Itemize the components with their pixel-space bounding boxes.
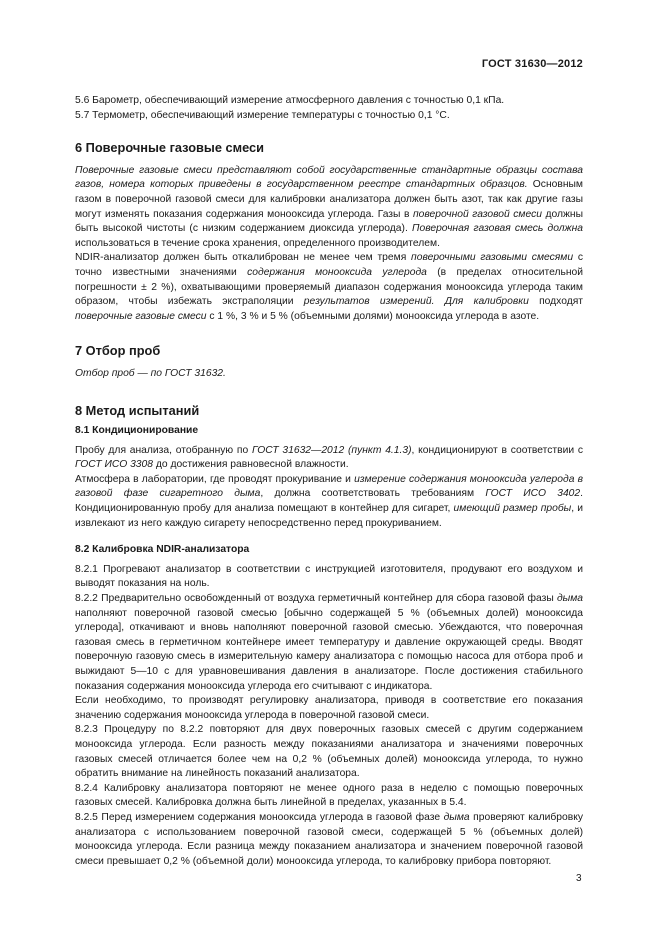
s7-text: Отбор проб — по ГОСТ 31632.: [75, 367, 226, 379]
section-6-paragraph-2: [75, 251, 583, 324]
p822-b: дыма: [556, 593, 583, 605]
s6-p1-part2: Основным газом в поверочной газовой смеси для калибровки анализатора должен быть азот, так как другие газы могут изменять показания содержания монооксида углерода. Газы в: [75, 179, 583, 220]
s81-p2-c: , должна соответствовать требованиям: [260, 488, 486, 500]
s6-p2-part7: подходят: [528, 296, 584, 308]
section-8-title: 8 Метод испытаний: [75, 402, 200, 418]
s8-1-paragraph-2: [75, 473, 583, 531]
s6-p2-part5: (в пределах относительной погрешности ± 2 %), охватывающими проверяемый диапазон содержания монооксида углерода таким образом, чтобы избежать экстраполяции: [75, 266, 583, 308]
section-6-title: 6 Поверочные газовые смеси: [75, 140, 265, 156]
s81-p2-e: . Кондиционированную пробу для анализа помещают в контейнер для сигарет,: [75, 488, 584, 515]
p825-c: проверяют калибровку анализатора с использованием поверочной газовой смеси, содержащей 5 % (объемных долей) монооксида углерода. Если разница между показанием анализатора и значением поверочной газовой смеси превышает 0,2 % (объемной доли) монооксида углерода, то калибровку прибора повторяют.: [75, 811, 584, 867]
s81-p2-a: Атмосфера в лаборатории, где проводят прокуривание и: [75, 473, 355, 485]
s81-p1-c: , кондиционируют в соответствии с: [411, 444, 583, 456]
s6-p2-part6: результатов измерений. Для калибровки: [303, 296, 529, 308]
item-5-7: 5.7 Термометр, обеспечивающий измерение температуры с точностью 0,1 °С.: [75, 109, 450, 121]
p-8-2-2: [75, 592, 583, 694]
s6-p2-part9: с 1 %, 3 % и 5 % (объемными долями) монооксида углерода в азоте.: [206, 310, 540, 322]
p-8-2-1: 8.2.1 Прогревают анализатор в соответствии с инструкцией изготовителя, продувают его воздухом и выводят показания на ноль.: [75, 563, 583, 590]
p822-c: наполняют поверочной газовой смесью [обычно содержащей 5 % (объемных долей) монооксида углерода], откачивают и вновь наполняют поверочной газовой смесью. Убеждаются, что поверочная газовая смесь в герметичном контейнере имеет температуру и давление окружающей среды. Вводят поверочную газовую смесь в измерительную камеру анализатора с помощью насоса для отбора проб и выжидают 5—10 с для уравновешивания давления в анализаторе. После достижения стабильного показания содержания монооксида углерода его считывают с индикатора.: [75, 607, 583, 692]
p-8-2-2-cont: Если необходимо, то производят регулировку анализатора, приводя в соответствие его показания значению содержания монооксида углерода в поверочной газовой смеси.: [75, 695, 583, 721]
s6-p1-part1: Поверочные газовые смеси представляют собой государственные стандартные образцы состава газов, номера которых приведены в государственном реестре стандартных образцов.: [75, 164, 583, 191]
subsection-8-1-title: 8.1 Кондиционирование: [75, 425, 199, 437]
page-content: [75, 94, 583, 869]
s6-p1-part6: использоваться в течение срока хранения, определенного производителем.: [75, 237, 440, 249]
p825-b: дыма: [443, 811, 470, 823]
subsection-8-2-title: 8.2 Калибровка NDIR-анализатора: [75, 544, 250, 556]
s8-1-paragraph-1: [75, 444, 583, 473]
p-8-2-3: 8.2.3 Процедуру по 8.2.2 повторяют для двух поверочных газовых смесей с другим содержанием монооксида углерода. Если разность между показаниями анализатора и значениями поверочных газовых смесей отличается более чем на 0,2 % (объемных долей) монооксида углерода, то нужно обратить внимание на линейность показаний анализатора.: [75, 724, 583, 780]
p-8-2-5: [75, 811, 583, 869]
s81-p2-f: имеющий размер пробы: [453, 503, 572, 515]
s6-p1-part5: Поверочная газовая смесь должна: [412, 223, 583, 235]
s81-p1-a: Пробу для анализа, отобранную по: [75, 444, 252, 456]
s81-p1-e: до достижения равновесной влажности.: [152, 459, 349, 471]
item-5-6: 5.6 Барометр, обеспечивающий измерение атмосферного давления с точностью 0,1 кПа.: [75, 95, 505, 106]
section-6-paragraph-1: [75, 164, 583, 252]
page-number: 3: [576, 873, 582, 884]
s6-p1-part3: поверочной газовой смеси: [413, 208, 542, 220]
s6-p1-part4: должны быть высокой чистоты (с низким содержанием диоксида углерода).: [75, 208, 583, 235]
s6-p2-part8: поверочные газовые смеси: [75, 310, 207, 322]
s81-p2-b: измерение содержания монооксида углерода в газовой фазе сигаретного дыма: [75, 473, 583, 500]
p-8-2-4: 8.2.4 Калибровку анализатора повторяют не менее одного раза в неделю с помощью поверочных газовых смесей. Калибровка должна быть линейной в пределах, указанных в 5.4.: [75, 782, 583, 809]
s6-p2-part2: поверочными газовыми смесями: [411, 252, 574, 264]
s81-p1-d: ГОСТ ИСО 3308: [75, 459, 153, 471]
p825-a: 8.2.5 Перед измерением содержания монооксида углерода в газовой фазе: [75, 811, 444, 823]
s81-p2-d: ГОСТ ИСО 3402: [485, 488, 581, 500]
s6-p2-part3: с точно известными значениями: [75, 252, 583, 278]
section-7-text: [75, 367, 583, 382]
s6-p2-part1: NDIR-анализатор должен быть откалиброван не менее чем тремя: [75, 252, 412, 264]
p822-a: 8.2.2 Предварительно освобожденный от воздуха герметичный контейнер для сбора газовой фазы: [75, 593, 557, 605]
s81-p1-b: ГОСТ 31632—2012 (пункт 4.1.3): [251, 444, 412, 456]
s6-p2-part4: содержания монооксида углерода: [247, 266, 427, 278]
standard-header: ГОСТ 31630—2012: [481, 58, 583, 70]
s81-p2-g: , и извлекают из него каждую сигарету непосредственно перед прокуриванием.: [75, 503, 584, 529]
section-7-title: 7 Отбор проб: [75, 343, 161, 359]
